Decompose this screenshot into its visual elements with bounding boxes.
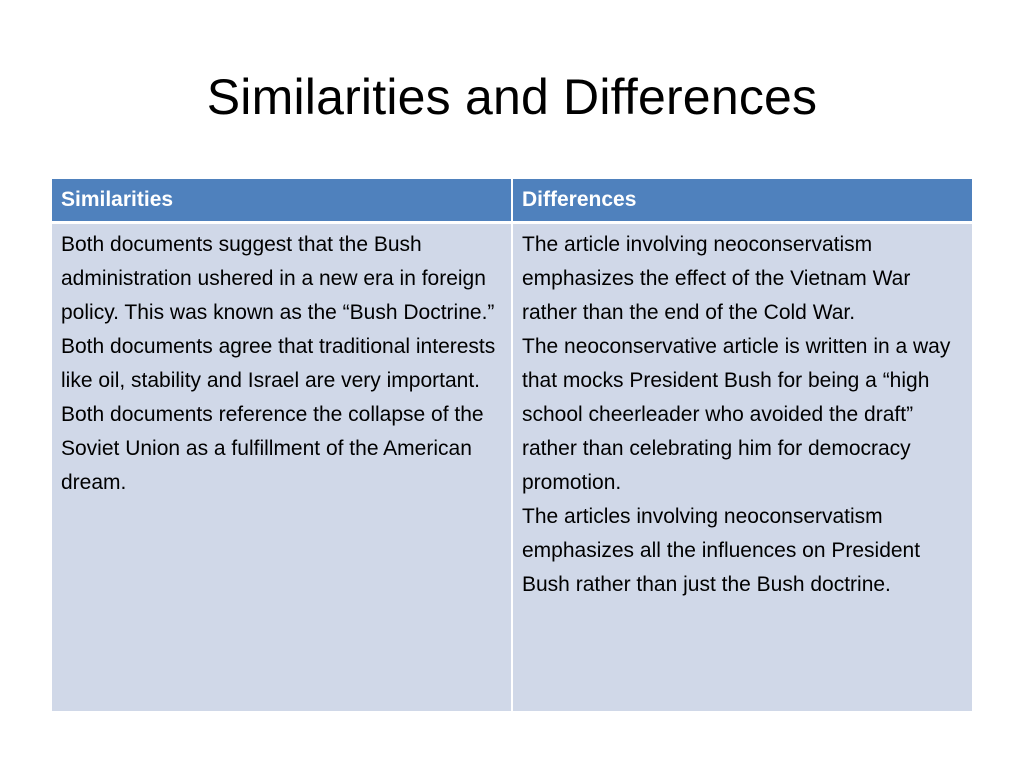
differences-cell	[512, 223, 972, 712]
similarity-item: Both documents agree that traditional interests like oil, stability and Israel are very important.	[61, 335, 496, 392]
table-row	[52, 223, 972, 712]
difference-item: The article involving neoconservatism emphasizes the effect of the Vietnam War rather than the end of the Cold War.	[522, 233, 911, 324]
header-differences-label: Differences	[522, 188, 637, 211]
comparison-table	[52, 179, 972, 711]
table-header-row	[52, 179, 972, 223]
difference-item: The articles involving neoconservatism emphasizes all the influences on President Bush rather than just the Bush doctrine.	[522, 505, 921, 596]
slide-title: Similarities and Differences	[206, 69, 818, 125]
similarity-item: Both documents suggest that the Bush administration ushered in a new era in foreign policy. This was known as the “Bush Doctrine.”	[61, 233, 495, 324]
header-similarities-label: Similarities	[61, 188, 174, 211]
difference-item: The neoconservative article is written in a way that mocks President Bush for being a “high school cheerleader who avoided the draft” rather than celebrating him for democracy promotion.	[522, 335, 951, 494]
header-similarities	[52, 179, 512, 223]
header-differences	[512, 179, 972, 223]
similarities-cell	[52, 223, 512, 712]
similarity-item: Both documents reference the collapse of the Soviet Union as a fulfillment of the American dream.	[61, 403, 484, 494]
